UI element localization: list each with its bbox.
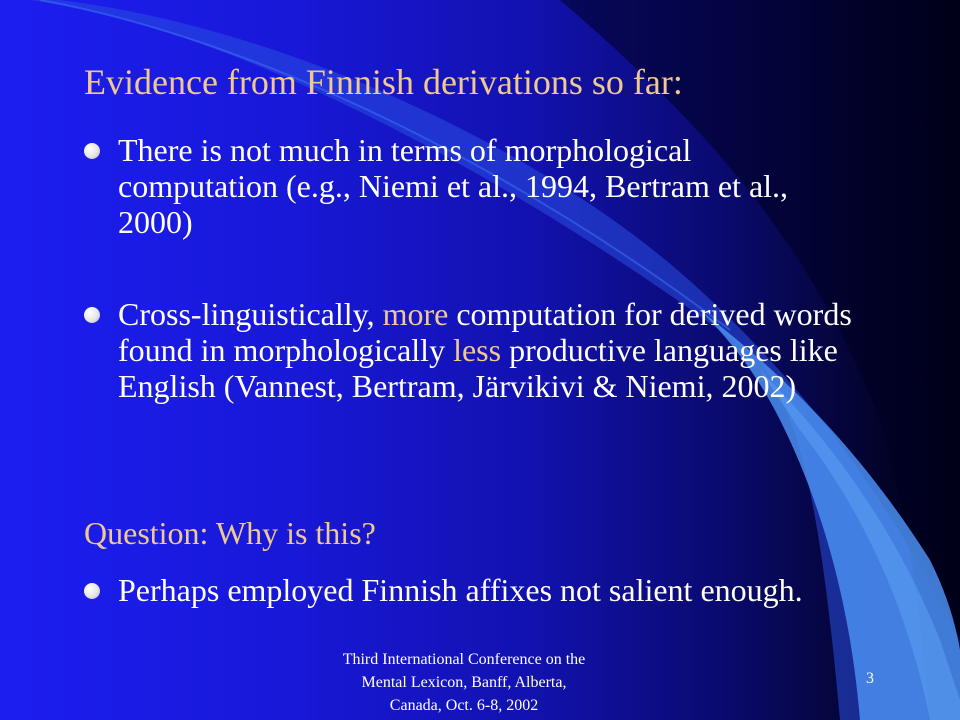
- bullet-dot-icon: [84, 143, 100, 159]
- slide-footer: [244, 648, 684, 717]
- slide-number: 3: [866, 670, 874, 687]
- bullet-text: [118, 296, 858, 404]
- question-heading: Question: Why is this?: [84, 515, 376, 551]
- bullet-text: Perhaps employed Finnish affixes not salient enough.: [118, 572, 803, 608]
- footer-line: Canada, Oct. 6-8, 2002: [389, 697, 539, 714]
- footer-line: Mental Lexicon, Banff, Alberta,: [361, 674, 567, 691]
- bullet-text: There is not much in terms of morphological computation (e.g., Niemi et al., 1994, Bertram et al., 2000): [118, 132, 789, 240]
- bullet-text-part: productive languages like English (Vannest, Bertram, Järvikivi & Niemi, 2002): [118, 332, 838, 404]
- bullet-dot-icon: [84, 307, 100, 323]
- bullet-dot-icon: [84, 583, 100, 599]
- highlight-more: more: [382, 296, 449, 332]
- footer-line: Third International Conference on the: [342, 651, 586, 668]
- slide-title: Evidence from Finnish derivations so far:: [84, 62, 683, 102]
- highlight-less: less: [453, 332, 502, 368]
- bullet-text-part: computation for derived words found in morphologically: [118, 296, 852, 368]
- bullet-text-part: Cross-linguistically,: [118, 296, 383, 332]
